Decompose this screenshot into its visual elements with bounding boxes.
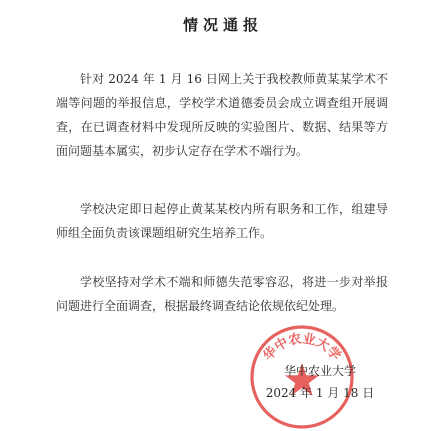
signature-organization: 华中农业大学 [283, 364, 356, 378]
seal-arc-text: 华中农业大学 [260, 331, 344, 364]
document-title: 情况通报 [182, 16, 263, 34]
paragraph-3: 学校坚持对学术不端和师德失范零容忍，将进一步对举报问题进行全面调查，根据最终调查结论依规依纪处理。 [56, 275, 388, 313]
signature-date: 2024 年 1 月 18 日 [265, 386, 375, 400]
paragraph-2: 学校决定即日起停止黄某某校内所有职务和工作，组建导师组全面负责该课题组研究生培养工作。 [56, 202, 388, 240]
paragraph-1: 针对 2024 年 1 月 16 日网上关于我校教师黄某某学术不端等问题的举报信息，学校学术道德委员会成立调查组开展调查，在已调查材料中发现所反映的实验图片、数据、结果等方面问题基本属实，初步认定存在学术不端行为。 [56, 72, 388, 158]
